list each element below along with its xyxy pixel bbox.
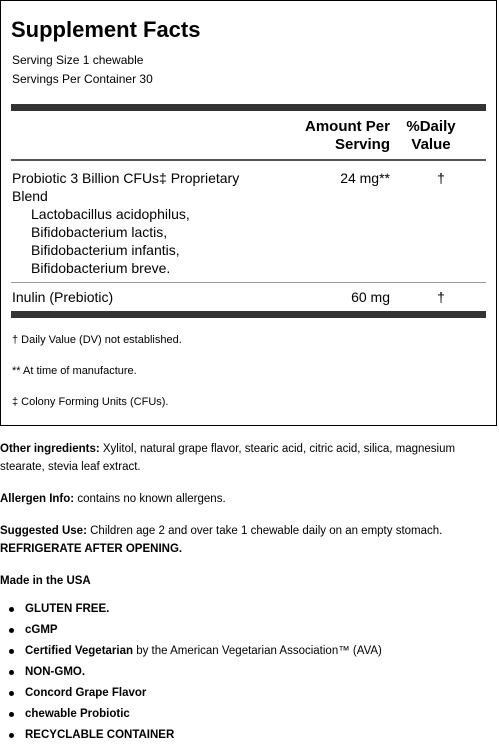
dv-inulin: † — [437, 289, 445, 305]
other-ingredients — [0, 440, 490, 476]
amount-inulin: 60 mg — [351, 289, 390, 305]
footnote-cfu: ‡ Colony Forming Units (CFUs). — [12, 396, 169, 408]
bullet-icon — [9, 649, 14, 654]
sub-ingredient: Bifidobacterium lactis, — [31, 224, 168, 240]
bullet-icon — [9, 733, 14, 738]
header-divider — [11, 104, 486, 111]
list-item — [8, 704, 382, 725]
other-ingredients-text-line2: stearate, stevia leaf extract. — [0, 461, 141, 473]
other-ingredients-label: Other ingredients: — [0, 443, 100, 455]
list-item — [8, 599, 382, 620]
daily-value-header — [396, 118, 466, 154]
bullet-icon — [9, 691, 14, 696]
list-item — [8, 620, 382, 641]
list-item — [8, 683, 382, 704]
row-divider — [11, 282, 486, 283]
serving-size: Serving Size 1 chewable — [12, 53, 144, 67]
suggested-use-text: Children age 2 and over take 1 chewable daily on an empty stomach. — [86, 525, 443, 537]
refrigerate-notice: REFRIGERATE AFTER OPENING. — [0, 543, 183, 555]
sub-ingredient: Bifidobacterium infantis, — [31, 242, 180, 258]
allergen-label: Allergen Info: — [0, 493, 75, 505]
feature-text: GLUTEN FREE. — [25, 603, 110, 615]
footnote-manufacture: ** At time of manufacture. — [12, 365, 137, 377]
footer-divider — [11, 311, 486, 318]
column-header-divider — [11, 159, 486, 161]
sub-ingredient: Bifidobacterium breve. — [31, 260, 171, 276]
ingredient-name-probiotic — [12, 169, 302, 205]
amount-header-line1: Amount Per — [304, 118, 390, 135]
panel-title: Supplement Facts — [11, 17, 201, 42]
list-item — [8, 662, 382, 683]
feature-list — [8, 599, 382, 746]
suggested-use — [0, 522, 490, 558]
amount-per-serving-header — [270, 118, 390, 154]
list-item — [8, 641, 382, 662]
sub-ingredient: Lactobacillus acidophilus, — [31, 206, 190, 222]
feature-text: Concord Grape Flavor — [25, 687, 147, 699]
ingredient-name-line1: Probiotic 3 Billion CFUs‡ Proprietary — [12, 170, 240, 186]
bullet-icon — [9, 712, 14, 717]
feature-text-rest: by the American Vegetarian Association™ (AVA) — [133, 645, 382, 657]
allergen-text: contains no known allergens. — [74, 493, 226, 505]
dv-header-line2: Value — [411, 136, 451, 153]
ingredient-name-inulin: Inulin (Prebiotic) — [12, 289, 114, 305]
feature-text: Certified Vegetarian — [25, 645, 134, 657]
amount-probiotic: 24 mg** — [340, 170, 390, 186]
feature-text: cGMP — [25, 624, 58, 636]
made-in-text: Made in the USA — [0, 575, 91, 587]
bullet-icon — [9, 628, 14, 633]
feature-text: chewable Probiotic — [25, 708, 130, 720]
ingredient-name-line2: Blend — [12, 188, 48, 204]
servings-per-container: Servings Per Container 30 — [12, 72, 153, 86]
made-in-usa — [0, 572, 490, 590]
other-ingredients-text-line1: Xylitol, natural grape flavor, stearic acid, citric acid, silica, magnesium — [99, 443, 456, 455]
feature-text: RECYCLABLE CONTAINER — [25, 729, 175, 741]
amount-header-line2: Serving — [334, 136, 390, 153]
allergen-info — [0, 490, 490, 508]
sub-ingredient-list — [31, 205, 291, 277]
dv-probiotic: † — [437, 170, 445, 186]
footnote-dv: † Daily Value (DV) not established. — [12, 334, 182, 346]
suggested-use-label: Suggested Use: — [0, 525, 87, 537]
bullet-icon — [9, 670, 14, 675]
feature-text: NON-GMO. — [25, 666, 86, 678]
dv-header-line1: %Daily — [406, 118, 456, 135]
bullet-icon — [9, 607, 14, 612]
